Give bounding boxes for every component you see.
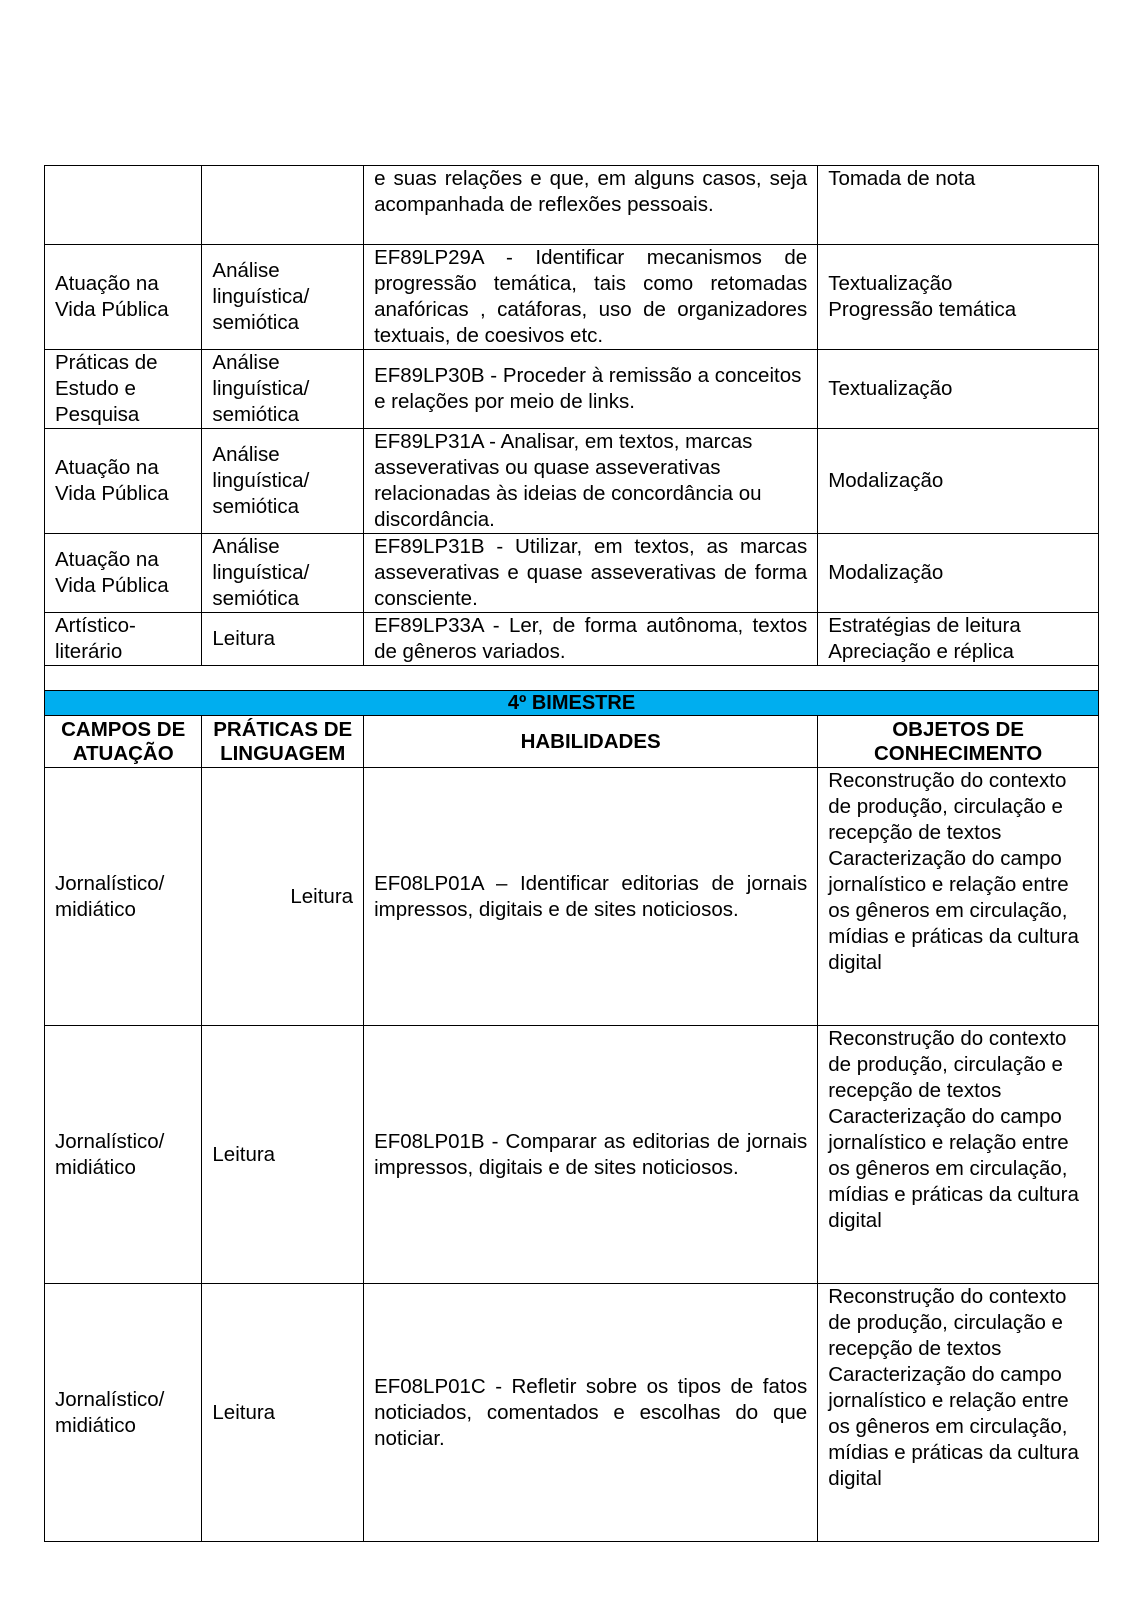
table-row — [45, 350, 1099, 429]
campo-cell: Atuação na Vida Pública — [45, 534, 202, 613]
pratica-cell: Leitura — [202, 1284, 364, 1542]
campo-cell: Práticas de Estudo e Pesquisa — [45, 350, 202, 429]
table-row — [45, 768, 1099, 1026]
objeto-cell: Estratégias de leitura Apreciação e réplica — [818, 613, 1099, 666]
curriculum-table — [44, 165, 1099, 1542]
table-row — [45, 534, 1099, 613]
pratica-cell — [202, 166, 364, 245]
habilidade-cell: EF89LP31A - Analisar, em textos, marcas asseverativas ou quase asseverativas relacionadas às ideias de concordância ou discordância. — [364, 429, 818, 534]
campo-cell: Atuação na Vida Pública — [45, 429, 202, 534]
objeto-cell: Reconstrução do contexto de produção, circulação e recepção de textos Caracterização do campo jornalístico e relação entre os gêneros em circulação, mídias e práticas da cultura digital — [818, 1284, 1099, 1542]
pratica-cell: Leitura — [202, 613, 364, 666]
campo-cell — [45, 166, 202, 245]
pratica-cell: Análise linguística/ semiótica — [202, 350, 364, 429]
table-row — [45, 429, 1099, 534]
table-row — [45, 1026, 1099, 1284]
campo-cell: Artístico- literário — [45, 613, 202, 666]
habilidade-cell: EF89LP30B - Proceder à remissão a conceitos e relações por meio de links. — [364, 350, 818, 429]
habilidade-cell: EF08LP01A – Identificar editorias de jornais impressos, digitais e de sites noticiosos. — [364, 768, 818, 1026]
spacer-cell — [45, 666, 1099, 691]
objeto-cell: Modalização — [818, 534, 1099, 613]
habilidade-cell: e suas relações e que, em alguns casos, seja acompanhada de reflexões pessoais. — [364, 166, 818, 245]
campo-cell: Jornalístico/ midiático — [45, 768, 202, 1026]
spacer-row — [45, 666, 1099, 691]
table-row — [45, 1284, 1099, 1542]
campo-cell: Atuação na Vida Pública — [45, 245, 202, 350]
pratica-cell: Análise linguística/ semiótica — [202, 429, 364, 534]
bimestre-row — [45, 691, 1099, 716]
header-objetos: OBJETOS DE CONHECIMENTO — [818, 716, 1099, 768]
header-campos: CAMPOS DE ATUAÇÃO — [45, 716, 202, 768]
table-row — [45, 166, 1099, 245]
bimestre-title: 4º BIMESTRE — [45, 691, 1099, 716]
habilidade-cell: EF89LP33A - Ler, de forma autônoma, textos de gêneros variados. — [364, 613, 818, 666]
habilidade-cell: EF08LP01C - Refletir sobre os tipos de fatos noticiados, comentados e escolhas do que noticiar. — [364, 1284, 818, 1542]
objeto-cell: Reconstrução do contexto de produção, circulação e recepção de textos Caracterização do campo jornalístico e relação entre os gêneros em circulação, mídias e práticas da cultura digital — [818, 1026, 1099, 1284]
table-row — [45, 613, 1099, 666]
header-habilidades: HABILIDADES — [364, 716, 818, 768]
habilidade-cell: EF89LP29A - Identificar mecanismos de progressão temática, tais como retomadas anafóricas , catáforas, uso de organizadores textuais, de coesivos etc. — [364, 245, 818, 350]
campo-cell: Jornalístico/ midiático — [45, 1026, 202, 1284]
objeto-cell: Modalização — [818, 429, 1099, 534]
objeto-cell: Textualização Progressão temática — [818, 245, 1099, 350]
pratica-cell: Leitura — [202, 1026, 364, 1284]
habilidade-cell: EF89LP31B - Utilizar, em textos, as marcas asseverativas e quase asseverativas de forma consciente. — [364, 534, 818, 613]
pratica-cell: Análise linguística/ semiótica — [202, 534, 364, 613]
objeto-cell: Textualização — [818, 350, 1099, 429]
objeto-cell: Tomada de nota — [818, 166, 1099, 245]
header-row — [45, 716, 1099, 768]
campo-cell: Jornalístico/ midiático — [45, 1284, 202, 1542]
objeto-cell: Reconstrução do contexto de produção, circulação e recepção de textos Caracterização do campo jornalístico e relação entre os gêneros em circulação, mídias e práticas da cultura digital — [818, 768, 1099, 1026]
habilidade-cell: EF08LP01B - Comparar as editorias de jornais impressos, digitais e de sites noticiosos. — [364, 1026, 818, 1284]
pratica-cell: Leitura — [202, 768, 364, 1026]
table-row — [45, 245, 1099, 350]
pratica-cell: Análise linguística/ semiótica — [202, 245, 364, 350]
header-praticas: PRÁTICAS DE LINGUAGEM — [202, 716, 364, 768]
